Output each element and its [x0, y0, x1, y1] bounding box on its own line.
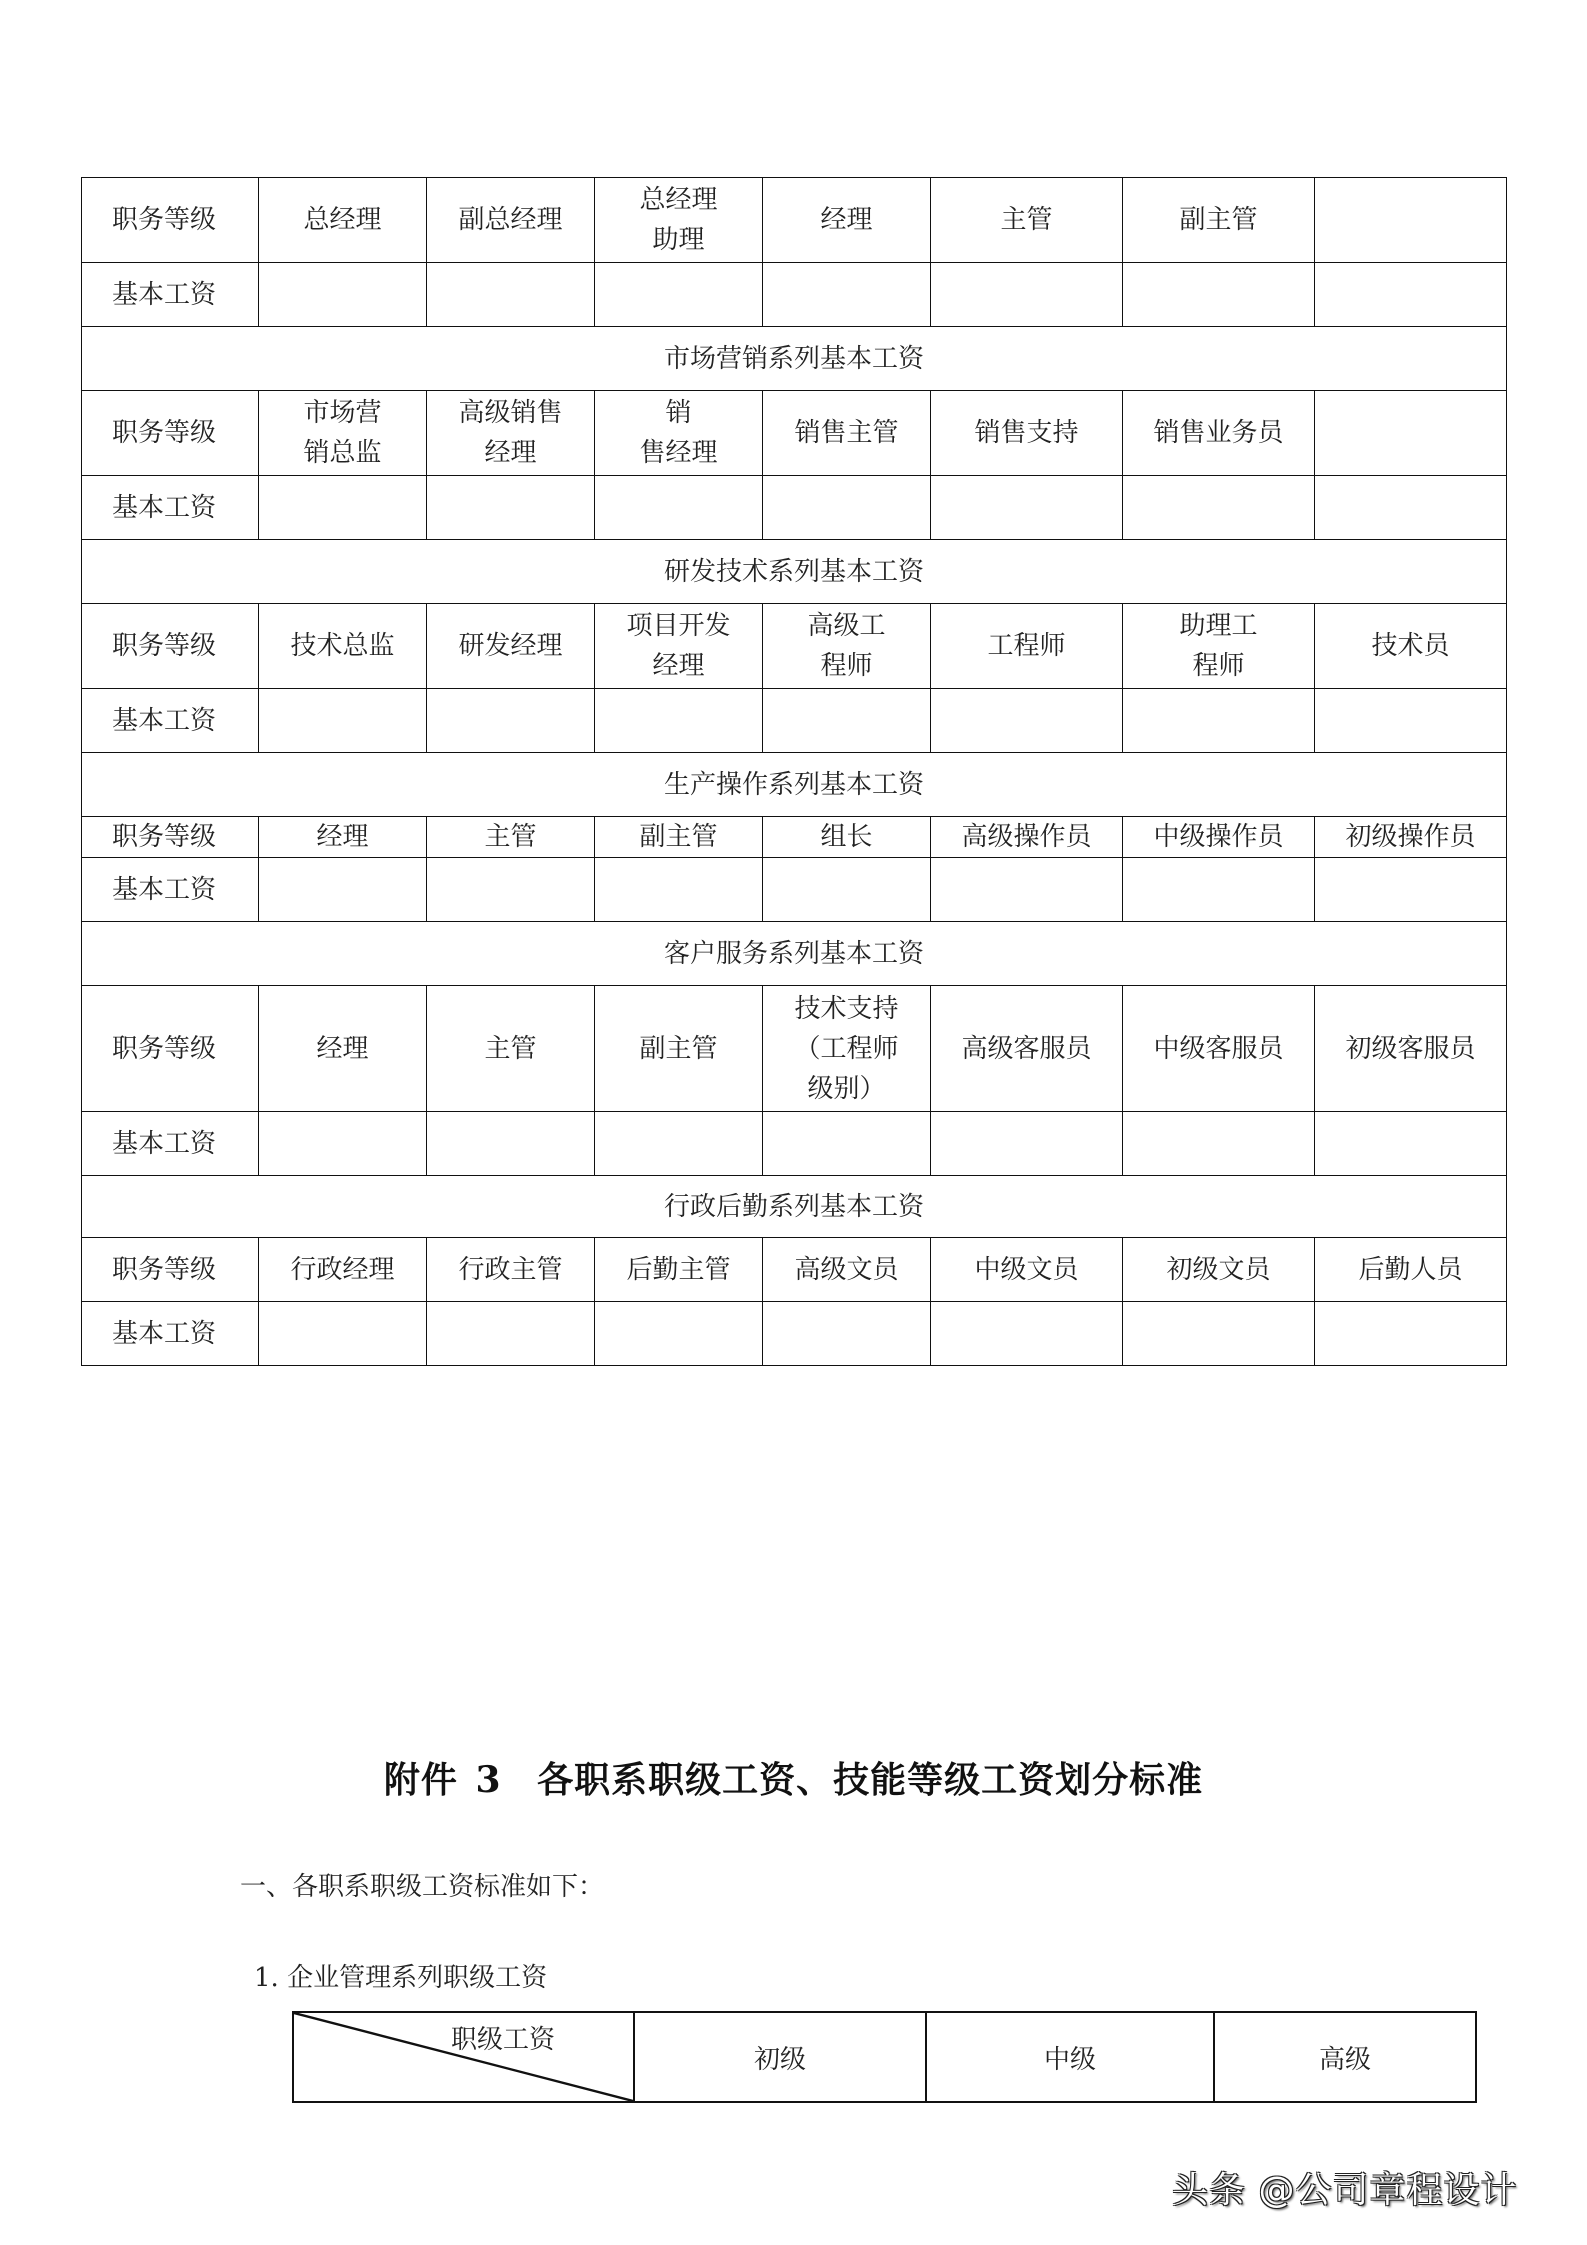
salary-cell: [763, 858, 931, 922]
rnd-salary-row: [82, 689, 1507, 753]
position-cell: 主管: [931, 178, 1123, 263]
salary-cell: [763, 263, 931, 327]
position-cell: 中级文员: [931, 1238, 1123, 1302]
salary-cell: [763, 1302, 931, 1366]
position-cell: 经理: [763, 178, 931, 263]
row-label-salary: 基本工资: [82, 476, 259, 540]
level-header-junior: 初级: [634, 2012, 926, 2102]
position-cell: 组长: [763, 817, 931, 858]
production-salary-row: [82, 858, 1507, 922]
salary-cell: [259, 1112, 427, 1176]
position-cell: 中级客服员: [1123, 986, 1315, 1112]
section-title: 市场营销系列基本工资: [82, 327, 1507, 391]
position-cell: 后勤人员: [1315, 1238, 1507, 1302]
marketing-section-row: [82, 327, 1507, 391]
position-cell: 技术支持 （工程师 级别）: [763, 986, 931, 1112]
position-cell: 后勤主管: [595, 1238, 763, 1302]
level-header-middle: 中级: [926, 2012, 1214, 2102]
position-cell: 总经理: [259, 178, 427, 263]
salary-cell: [427, 858, 595, 922]
position-cell: 行政主管: [427, 1238, 595, 1302]
salary-cell: [595, 476, 763, 540]
admin-grade-row: [82, 1238, 1507, 1302]
customer-service-grade-row: [82, 986, 1507, 1112]
management-grade-row: [82, 178, 1507, 263]
salary-cell: [427, 1112, 595, 1176]
position-cell: 总经理 助理: [595, 178, 763, 263]
level-header-senior: 高级: [1214, 2012, 1476, 2102]
salary-cell: [931, 858, 1123, 922]
position-cell: 副主管: [595, 986, 763, 1112]
marketing-salary-row: [82, 476, 1507, 540]
admin-section-row: [82, 1176, 1507, 1238]
position-cell: 初级客服员: [1315, 986, 1507, 1112]
position-cell: 技术总监: [259, 604, 427, 689]
salary-cell: [763, 689, 931, 753]
diagonal-header-cell: [293, 2012, 634, 2102]
section-title: 生产操作系列基本工资: [82, 753, 1507, 817]
salary-cell: [1123, 263, 1315, 327]
row-label-grade: 职务等级: [82, 391, 259, 476]
salary-cell: [595, 689, 763, 753]
salary-cell: [595, 1302, 763, 1366]
row-label-salary: 基本工资: [82, 1112, 259, 1176]
position-cell: 中级操作员: [1123, 817, 1315, 858]
position-cell: 市场营 销总监: [259, 391, 427, 476]
marketing-grade-row: [82, 391, 1507, 476]
salary-cell: [427, 263, 595, 327]
attachment-title-text: 各职系职级工资、技能等级工资划分标准: [537, 1759, 1204, 1801]
row-label-salary: 基本工资: [82, 263, 259, 327]
watermark: 头条 @公司章程设计: [1172, 2170, 1518, 2211]
position-cell: 高级文员: [763, 1238, 931, 1302]
section-title: 行政后勤系列基本工资: [82, 1176, 1507, 1238]
section-paragraph: 一、各职系职级工资标准如下：: [240, 1872, 605, 1902]
row-label-grade: 职务等级: [82, 986, 259, 1112]
salary-cell: [1123, 858, 1315, 922]
salary-cell: [1315, 689, 1507, 753]
position-cell: 经理: [259, 817, 427, 858]
attachment-title-number: 3: [475, 1759, 502, 1801]
position-cell: 研发经理: [427, 604, 595, 689]
position-cell: 初级操作员: [1315, 817, 1507, 858]
position-cell: 销售业务员: [1123, 391, 1315, 476]
section-title: 客户服务系列基本工资: [82, 922, 1507, 986]
salary-cell: [427, 689, 595, 753]
position-cell: 副主管: [595, 817, 763, 858]
row-label-grade: 职务等级: [82, 178, 259, 263]
rnd-grade-row: [82, 604, 1507, 689]
salary-cell: [763, 476, 931, 540]
rnd-section-row: [82, 540, 1507, 604]
position-cell: 行政经理: [259, 1238, 427, 1302]
salary-cell: [595, 263, 763, 327]
salary-cell: [595, 858, 763, 922]
attachment-title-prefix: 附件: [383, 1759, 458, 1801]
position-cell: 高级销售 经理: [427, 391, 595, 476]
position-cell: 经理: [259, 986, 427, 1112]
position-cell: 销售支持: [931, 391, 1123, 476]
position-cell: 主管: [427, 817, 595, 858]
salary-cell: [259, 689, 427, 753]
position-cell: 副主管: [1123, 178, 1315, 263]
position-cell: 工程师: [931, 604, 1123, 689]
salary-cell: [427, 476, 595, 540]
salary-cell: [1315, 263, 1507, 327]
row-label-grade: 职务等级: [82, 604, 259, 689]
salary-cell: [763, 1112, 931, 1176]
position-cell: 主管: [427, 986, 595, 1112]
salary-cell: [259, 476, 427, 540]
salary-cell: [931, 1302, 1123, 1366]
section-title: 研发技术系列基本工资: [82, 540, 1507, 604]
row-label-grade: 职务等级: [82, 817, 259, 858]
salary-cell: [931, 1112, 1123, 1176]
position-cell: 初级文员: [1123, 1238, 1315, 1302]
position-cell: [1315, 178, 1507, 263]
salary-cell: [1315, 1302, 1507, 1366]
position-cell: [1315, 391, 1507, 476]
salary-cell: [1315, 1112, 1507, 1176]
diagonal-header-label: 职级工资: [450, 2025, 555, 2055]
row-label-salary: 基本工资: [82, 689, 259, 753]
salary-cell: [1123, 1112, 1315, 1176]
position-cell: 销 售经理: [595, 391, 763, 476]
salary-cell: [259, 858, 427, 922]
row-label-grade: 职务等级: [82, 1238, 259, 1302]
admin-salary-row: [82, 1302, 1507, 1366]
production-grade-row: [82, 817, 1507, 858]
salary-cell: [1123, 689, 1315, 753]
customer-service-section-row: [82, 922, 1507, 986]
salary-cell: [259, 1302, 427, 1366]
position-cell: 销售主管: [763, 391, 931, 476]
subsection-heading: 1. 企业管理系列职级工资: [254, 1963, 548, 1993]
salary-cell: [931, 263, 1123, 327]
salary-cell: [1315, 858, 1507, 922]
salary-cell: [931, 476, 1123, 540]
salary-cell: [1123, 476, 1315, 540]
salary-cell: [931, 689, 1123, 753]
salary-cell: [1315, 476, 1507, 540]
salary-cell: [1123, 1302, 1315, 1366]
salary-cell: [427, 1302, 595, 1366]
position-cell: 技术员: [1315, 604, 1507, 689]
row-label-salary: 基本工资: [82, 1302, 259, 1366]
salary-cell: [595, 1112, 763, 1176]
customer-service-salary-row: [82, 1112, 1507, 1176]
position-cell: 助理工 程师: [1123, 604, 1315, 689]
production-section-row: [82, 753, 1507, 817]
position-cell: 高级工 程师: [763, 604, 931, 689]
position-cell: 高级客服员: [931, 986, 1123, 1112]
attachment-title: [0, 1752, 1587, 1803]
position-cell: 项目开发 经理: [595, 604, 763, 689]
position-cell: 副总经理: [427, 178, 595, 263]
position-cell: 高级操作员: [931, 817, 1123, 858]
basic-salary-table: [81, 177, 1507, 1366]
row-label-salary: 基本工资: [82, 858, 259, 922]
level-salary-table: [292, 2011, 1477, 2103]
management-salary-row: [82, 263, 1507, 327]
salary-cell: [259, 263, 427, 327]
